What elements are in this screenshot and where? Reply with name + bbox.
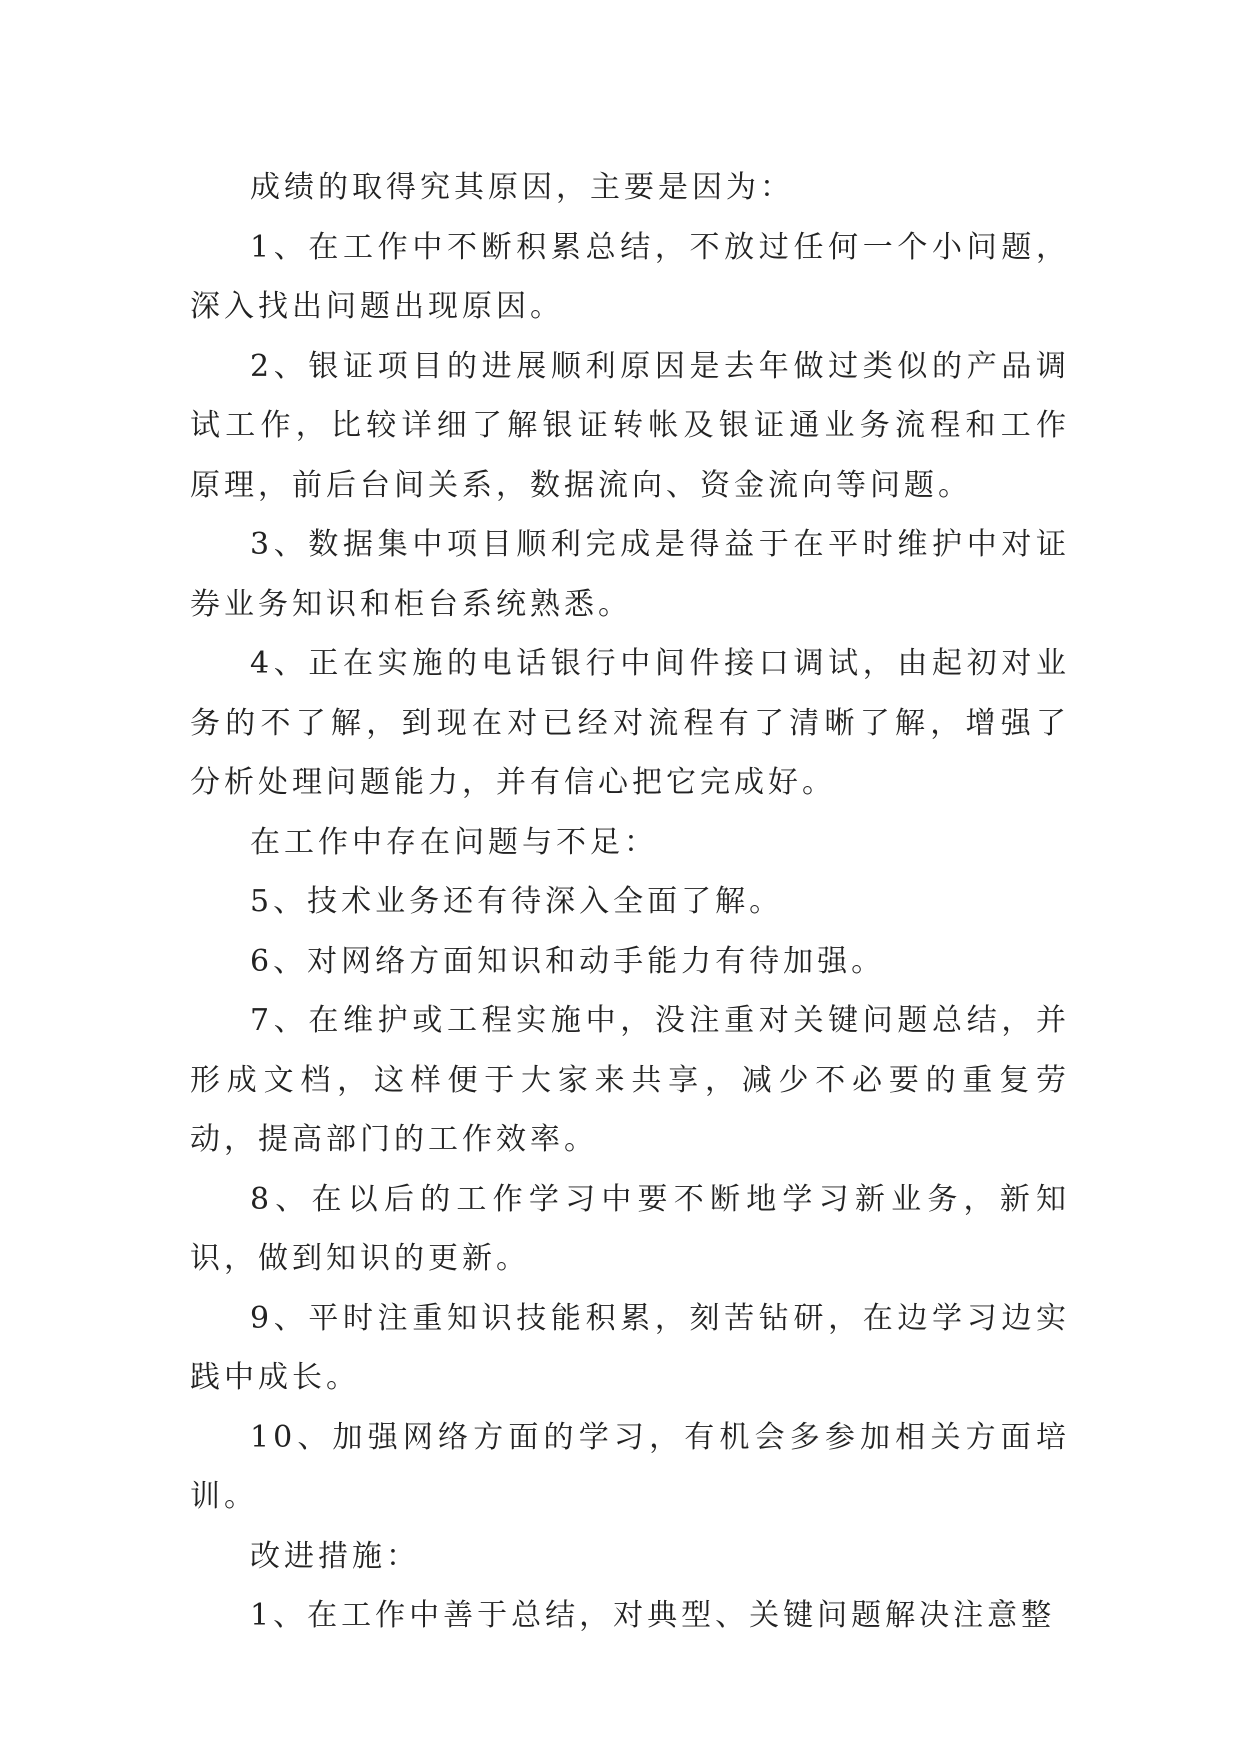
paragraph-problem-6: 6、对网络方面知识和动手能力有待加强。 [250, 943, 886, 979]
paragraph-reason-4: 4、正在实施的电话银行中间件接口调试，由起初对业务的不了解，到现在对已经对流程有了清晰了解，增强了分析处理问题能力，并有信心把它完成好。 [190, 646, 1070, 800]
paragraph-measure-1: 1、在工作中善于总结，对典型、关键问题解决注意整 [250, 1598, 1056, 1633]
paragraph-problems-intro: 在工作中存在问题与不足： [250, 824, 658, 860]
paragraph-problem-10: 10、加强网络方面的学习，有机会多参加相关方面培训。 [190, 1419, 1070, 1514]
paragraph-problem-7: 7、在维护或工程实施中，没注重对关键问题总结，并形成文档，这样便于大家来共享，减少不必要的重复劳动，提高部门的工作效率。 [190, 1003, 1070, 1157]
paragraph-reason-1: 1、在工作中不断积累总结，不放过任何一个小问题，深入找出问题出现原因。 [190, 229, 1070, 324]
paragraph-problem-5: 5、技术业务还有待深入全面了解。 [250, 884, 784, 919]
paragraph-reason-3: 3、数据集中项目顺利完成是得益于在平时维护中对证券业务知识和柜台系统熟悉。 [190, 527, 1070, 622]
document-body [190, 158, 1070, 1646]
paragraph-reasons-intro: 成绩的取得究其原因，主要是因为： [250, 170, 794, 205]
paragraph-measures-intro: 改进措施： [250, 1538, 420, 1574]
paragraph-problem-9: 9、平时注重知识技能积累，刻苦钻研，在边学习边实践中成长。 [190, 1300, 1070, 1395]
paragraph-reason-2: 2、银证项目的进展顺利原因是去年做过类似的产品调试工作，比较详细了解银证转帐及银证通业务流程和工作原理，前后台间关系，数据流向、资金流向等问题。 [190, 348, 1070, 503]
paragraph-problem-8: 8、在以后的工作学习中要不断地学习新业务，新知识，做到知识的更新。 [190, 1181, 1070, 1276]
